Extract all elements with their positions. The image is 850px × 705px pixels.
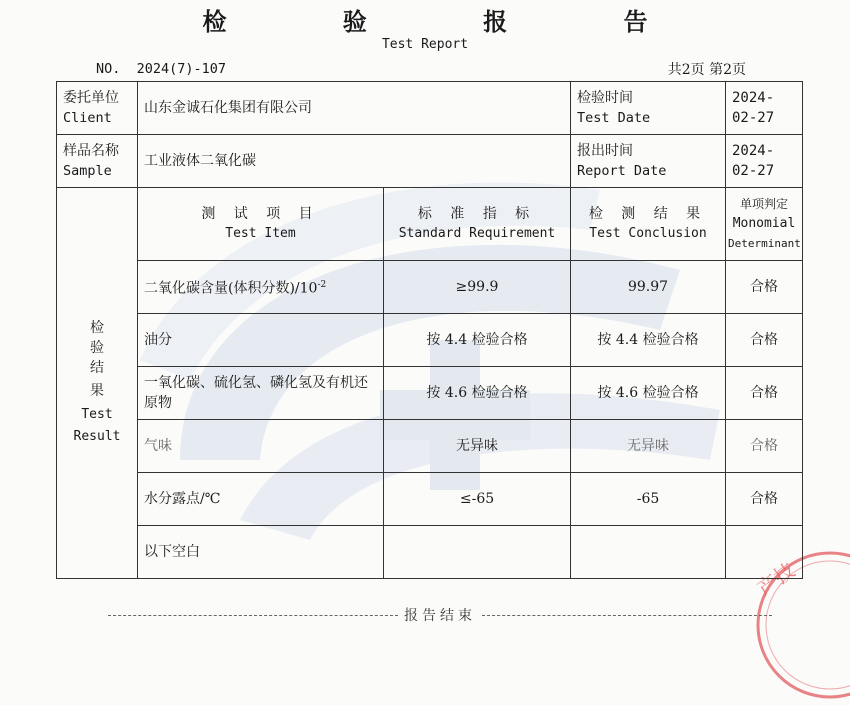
- row-determinant: 合格: [726, 420, 803, 473]
- row-result: -65: [571, 473, 726, 526]
- report-end-divider: [108, 605, 772, 625]
- column-header-conclusion: 检 测 结 果 Test Conclusion: [571, 188, 726, 261]
- table-row: [57, 526, 803, 579]
- table-row: [57, 420, 803, 473]
- test-date-value: 2024-02-27: [726, 82, 803, 135]
- row-standard: 按 4.4 检验合格: [384, 314, 571, 367]
- test-date-label: 检验时间 Test Date: [571, 82, 726, 135]
- column-header-standard: 标 准 指 标 Standard Requirement: [384, 188, 571, 261]
- row-item: 水分露点/℃: [138, 473, 384, 526]
- row-standard: ≤-65: [384, 473, 571, 526]
- row-determinant: 合格: [726, 314, 803, 367]
- row-determinant: 合格: [726, 473, 803, 526]
- client-value: 山东金诚石化集团有限公司: [138, 82, 571, 135]
- row-standard: [384, 526, 571, 579]
- column-header-determinant: 单项判定 Monomial Determinant: [726, 188, 803, 261]
- row-item: 以下空白: [138, 526, 384, 579]
- row-standard: 无异味: [384, 420, 571, 473]
- row-result: [571, 526, 726, 579]
- table-row: [57, 314, 803, 367]
- report-title: 检 验 报 告: [202, 7, 702, 36]
- report-date-label: 报出时间 Report Date: [571, 135, 726, 188]
- sample-label: 样品名称 Sample: [57, 135, 138, 188]
- row-determinant: [726, 526, 803, 579]
- column-header-test-item: 测 试 项 目 Test Item: [138, 188, 384, 261]
- page-info: 共2页 第2页: [667, 62, 746, 78]
- report-table: [56, 81, 803, 579]
- table-row: [57, 261, 803, 314]
- row-result: 99.97: [571, 261, 726, 314]
- report-date-value: 2024-02-27: [726, 135, 803, 188]
- row-standard: ≥99.9: [384, 261, 571, 314]
- client-label: 委托单位 Client: [57, 82, 138, 135]
- report-number: NO. 2024(7)-107: [96, 61, 227, 77]
- row-result: 按 4.4 检验合格: [571, 314, 726, 367]
- row-result: 按 4.6 检验合格: [571, 367, 726, 420]
- report-subtitle: Test Report: [381, 37, 469, 52]
- row-determinant: 合格: [726, 261, 803, 314]
- svg-text:产技: 产技: [752, 557, 800, 601]
- row-item: 气味: [138, 420, 384, 473]
- divider-line-right: [482, 615, 772, 616]
- divider-line-left: [108, 615, 398, 616]
- row-item: 油分: [138, 314, 384, 367]
- report-end-text: 报告结束: [404, 608, 476, 624]
- test-result-label: 检 验 结 果 Test Result: [57, 188, 138, 579]
- row-item: 一氧化碳、硫化氢、磷化氢及有机还原物: [138, 367, 384, 420]
- sample-value: 工业液体二氧化碳: [138, 135, 571, 188]
- table-row: [57, 367, 803, 420]
- row-item: 二氧化碳含量(体积分数)$/10^{-2}$: [138, 261, 384, 314]
- row-determinant: 合格: [726, 367, 803, 420]
- table-row: [57, 473, 803, 526]
- row-standard: 按 4.6 检验合格: [384, 367, 571, 420]
- row-result: 无异味: [571, 420, 726, 473]
